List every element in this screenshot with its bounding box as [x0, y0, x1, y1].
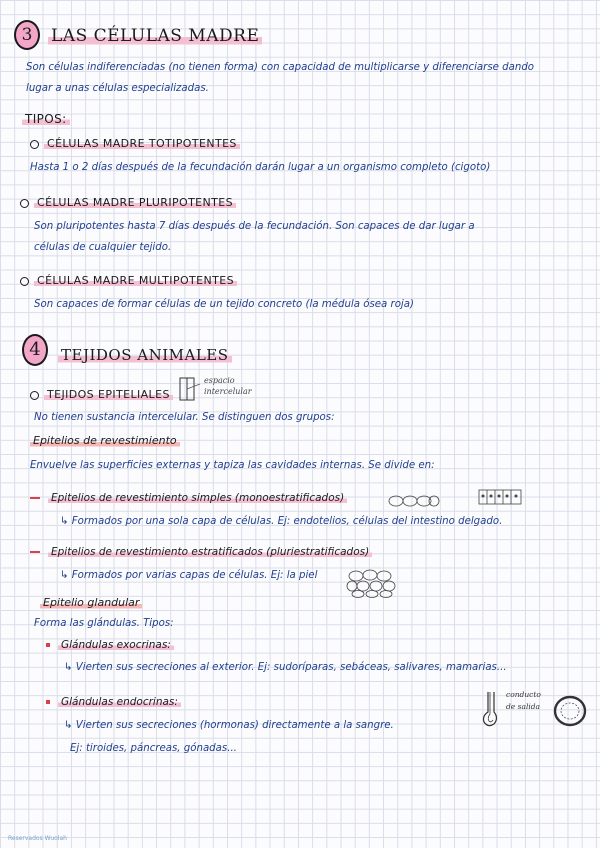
- simple-epithelium-text: ↳ Formados por una sola capa de células. Ej: endotelios, células del intestino delgado.: [60, 516, 503, 527]
- endocrine-gland-sketch: [552, 694, 588, 728]
- stratified-epithelium-text: ↳ Formados por varias capas de células. Ej: la piel: [60, 570, 318, 581]
- totipotent-text: Hasta 1 o 2 días después de la fecundación darán lugar a un organismo completo (cigoto): [30, 162, 491, 173]
- stem-cells-intro-line2: lugar a unas células especializadas.: [26, 83, 209, 94]
- glandular-epithelium-text: Forma las glándulas. Tipos:: [34, 618, 174, 629]
- lining-epithelium-text: Envuelve las superficies externas y tapiza las cavidades internas. Se divide en:: [30, 460, 435, 471]
- bullet-icon: [20, 277, 29, 286]
- lining-epithelium-title: Epitelios de revestimiento: [30, 434, 180, 447]
- bullet-icon: [20, 199, 29, 208]
- annotation-line2: intercelular: [204, 387, 252, 396]
- stratified-epithelium-sketch: [346, 568, 396, 598]
- pluripotent-text-line2: células de cualquier tejido.: [34, 242, 172, 253]
- section-3-title: LAS CÉLULAS MADRE: [48, 26, 262, 46]
- pluripotent-title: CÉLULAS MADRE PLURIPOTENTES: [20, 196, 236, 209]
- simple-epithelium-title: Epitelios de revestimiento simples (monoestratificados): [30, 492, 347, 504]
- section-number-3: 3: [14, 20, 40, 50]
- multipotent-text: Son capaces de formar células de un tejido concreto (la médula ósea roja): [34, 299, 414, 310]
- intercellular-space-sketch: [176, 376, 202, 402]
- dash-icon: [30, 551, 40, 553]
- endocrine-text-2: Ej: tiroides, páncreas, gónadas...: [70, 743, 237, 754]
- epithelial-title: TEJIDOS EPITELIALES: [30, 388, 173, 401]
- exocrine-gland-sketch: [480, 690, 502, 730]
- stratified-epithelium-title: Epitelios de revestimiento estratificados (pluriestratificados): [30, 546, 372, 558]
- endocrine-title: Glándulas endocrinas:: [46, 696, 181, 708]
- bullet-icon: [30, 391, 39, 400]
- footer-brand: Reservados Wuolah: [8, 835, 67, 842]
- totipotent-title: CÉLULAS MADRE TOTIPOTENTES: [30, 137, 240, 150]
- simple-epithelium-sketch: [388, 494, 440, 508]
- types-label: TIPOS:: [22, 112, 70, 126]
- columnar-cells-sketch: [478, 488, 522, 506]
- multipotent-title: CÉLULAS MADRE MULTIPOTENTES: [20, 274, 237, 287]
- section-number-4: 4: [22, 334, 48, 366]
- dash-icon: [30, 497, 40, 499]
- bullet-icon: [46, 700, 50, 704]
- annotation-line1: espacio: [204, 376, 235, 385]
- duct-label-line1: conducto: [506, 690, 541, 699]
- duct-label-line2: de salida: [506, 702, 541, 711]
- exocrine-title: Glándulas exocrinas:: [46, 639, 174, 651]
- stem-cells-intro-line1: Son células indiferenciadas (no tienen forma) con capacidad de multiplicarse y diferenciarse dando: [26, 62, 535, 73]
- section-4-title: TEJIDOS ANIMALES: [58, 346, 232, 364]
- exocrine-text: ↳ Vierten sus secreciones al exterior. Ej: sudoríparas, sebáceas, salivares, mamarias...: [64, 662, 507, 673]
- bullet-icon: [46, 643, 50, 647]
- bullet-icon: [30, 140, 39, 149]
- endocrine-text-1: ↳ Vierten sus secreciones (hormonas) directamente a la sangre.: [64, 720, 394, 731]
- pluripotent-text-line1: Son pluripotentes hasta 7 días después de la fecundación. Son capaces de dar lugar a: [34, 221, 475, 232]
- glandular-epithelium-title: Epitelio glandular: [40, 596, 142, 609]
- epithelial-text: No tienen sustancia intercelular. Se distinguen dos grupos:: [34, 412, 335, 423]
